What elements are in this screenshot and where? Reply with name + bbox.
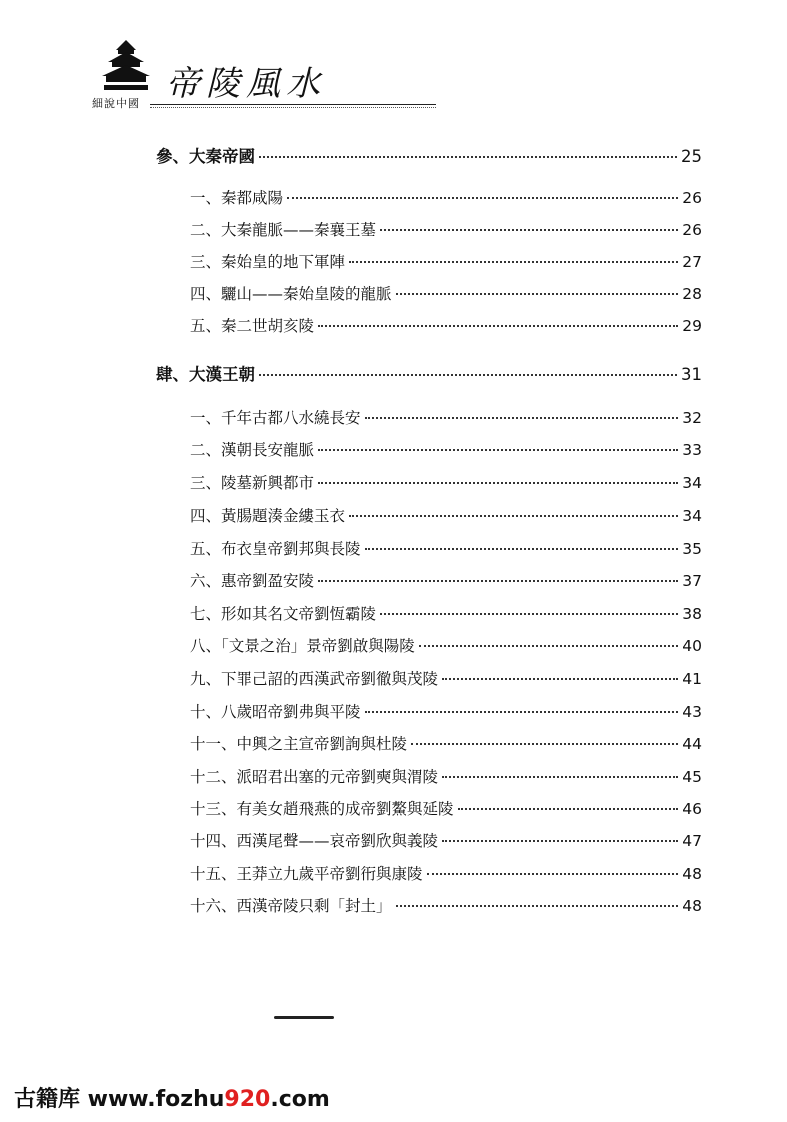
- toc-page: 33: [682, 441, 702, 459]
- toc-page: 29: [682, 317, 702, 335]
- toc-entry: [190, 186, 702, 208]
- toc-title: 十一、中興之主宣帝劉詢與杜陵: [190, 735, 408, 753]
- toc-entry: [190, 829, 702, 851]
- toc-title: 七、形如其名文帝劉恆霸陵: [190, 605, 377, 623]
- toc-leader: [318, 482, 678, 484]
- toc-leader: [259, 156, 677, 158]
- toc-title: 二、大秦龍脈——秦襄王墓: [190, 221, 377, 239]
- toc-entry: [190, 862, 702, 884]
- toc-page: 43: [682, 703, 702, 721]
- toc-entry: [190, 282, 702, 304]
- toc-leader: [427, 873, 679, 875]
- toc-leader: [365, 548, 679, 550]
- toc-leader: [442, 776, 678, 778]
- toc-title: 六、惠帝劉盈安陵: [190, 572, 315, 590]
- toc-entry: [190, 732, 702, 754]
- toc-entry: [190, 765, 702, 787]
- toc-leader: [442, 840, 678, 842]
- toc-leader: [349, 515, 678, 517]
- toc-title: 八、「文景之治」景帝劉啟與陽陵: [190, 637, 415, 655]
- toc-page: 38: [682, 605, 702, 623]
- toc-page: 40: [682, 637, 702, 655]
- toc-entry: [190, 569, 702, 591]
- toc-page: 34: [682, 474, 702, 492]
- toc-chapter: [156, 361, 702, 385]
- toc-leader: [365, 417, 679, 419]
- series-label: 細說中國: [92, 97, 140, 110]
- toc-chapter: [156, 143, 702, 167]
- book-title: 帝陵風水: [166, 64, 326, 104]
- toc-entry: [190, 602, 702, 624]
- toc-leader: [318, 325, 678, 327]
- toc-entry: [190, 250, 702, 272]
- toc-leader: [365, 711, 679, 713]
- toc-leader: [349, 261, 678, 263]
- toc-title: 四、驪山——秦始皇陵的龍脈: [190, 285, 392, 303]
- toc-title: 肆、大漢王朝: [156, 365, 255, 384]
- toc-entry: [190, 537, 702, 559]
- toc-entry: [190, 504, 702, 526]
- toc-entry: [190, 700, 702, 722]
- toc-page: 26: [682, 189, 702, 207]
- toc-leader: [259, 374, 677, 376]
- toc-entry: [190, 218, 702, 240]
- temple-logo-icon: [98, 38, 154, 94]
- toc-leader: [411, 743, 678, 745]
- toc-title: 九、下罪己詔的西漢武帝劉徹與茂陵: [190, 670, 439, 688]
- toc-page: 37: [682, 572, 702, 590]
- header-rule-dotted: [150, 107, 436, 108]
- toc-entry: [190, 797, 702, 819]
- toc-page: 26: [682, 221, 702, 239]
- toc-title: 一、千年古都八水繞長安: [190, 409, 361, 427]
- toc-leader: [396, 905, 679, 907]
- toc-page: 27: [682, 253, 702, 271]
- toc-leader: [458, 808, 679, 810]
- watermark-prefix: 古籍库 www.fozhu: [14, 1087, 225, 1112]
- toc-title: 十六、西漢帝陵只剩「封土」: [190, 897, 392, 915]
- toc-entry: [190, 894, 702, 916]
- toc-entry: [190, 406, 702, 428]
- toc-title: 三、秦始皇的地下軍陣: [190, 253, 346, 271]
- toc-entry: [190, 471, 702, 493]
- toc-title: 十二、派昭君出塞的元帝劉奭與渭陵: [190, 768, 439, 786]
- toc-title: 二、漢朝長安龍脈: [190, 441, 315, 459]
- toc-page: 45: [682, 768, 702, 786]
- toc-leader: [442, 678, 678, 680]
- footer-mark: [274, 1016, 334, 1019]
- toc-page: 48: [682, 897, 702, 915]
- toc-title: 十、八歲昭帝劉弗與平陵: [190, 703, 361, 721]
- toc-page: 34: [682, 507, 702, 525]
- toc-entry: [190, 667, 702, 689]
- toc-leader: [380, 613, 678, 615]
- site-watermark: [14, 1082, 330, 1113]
- toc-leader: [318, 580, 678, 582]
- toc-title: 十五、王莽立九歲平帝劉衎與康陵: [190, 865, 423, 883]
- toc-title: 四、黃腸題湊金縷玉衣: [190, 507, 346, 525]
- toc-page: 44: [682, 735, 702, 753]
- toc-leader: [318, 449, 678, 451]
- toc-page: 41: [682, 670, 702, 688]
- toc-page: 47: [682, 832, 702, 850]
- toc-entry: [190, 314, 702, 336]
- toc-page: 46: [682, 800, 702, 818]
- toc-title: 十三、有美女趙飛燕的成帝劉鰲與延陵: [190, 800, 454, 818]
- page-header: [92, 38, 452, 118]
- toc-title: 三、陵墓新興都市: [190, 474, 315, 492]
- toc-entry: [190, 438, 702, 460]
- toc-page: 48: [682, 865, 702, 883]
- toc-leader: [287, 197, 678, 199]
- toc-page: 32: [682, 409, 702, 427]
- toc-leader: [396, 293, 679, 295]
- toc-title: 參、大秦帝國: [156, 147, 255, 166]
- toc-page: 25: [681, 147, 702, 166]
- toc-title: 五、布衣皇帝劉邦與長陵: [190, 540, 361, 558]
- toc-title: 十四、西漢尾聲——哀帝劉欣與義陵: [190, 832, 439, 850]
- toc-page: 31: [681, 365, 702, 384]
- toc-leader: [419, 645, 679, 647]
- toc-title: 一、秦都咸陽: [190, 189, 284, 207]
- watermark-accent: 920: [224, 1087, 271, 1112]
- toc-title: 五、秦二世胡亥陵: [190, 317, 315, 335]
- toc-page: 35: [682, 540, 702, 558]
- toc-entry: [190, 634, 702, 656]
- watermark-suffix: .com: [270, 1087, 330, 1112]
- header-rule: [150, 104, 436, 105]
- toc-page: 28: [682, 285, 702, 303]
- toc-leader: [380, 229, 678, 231]
